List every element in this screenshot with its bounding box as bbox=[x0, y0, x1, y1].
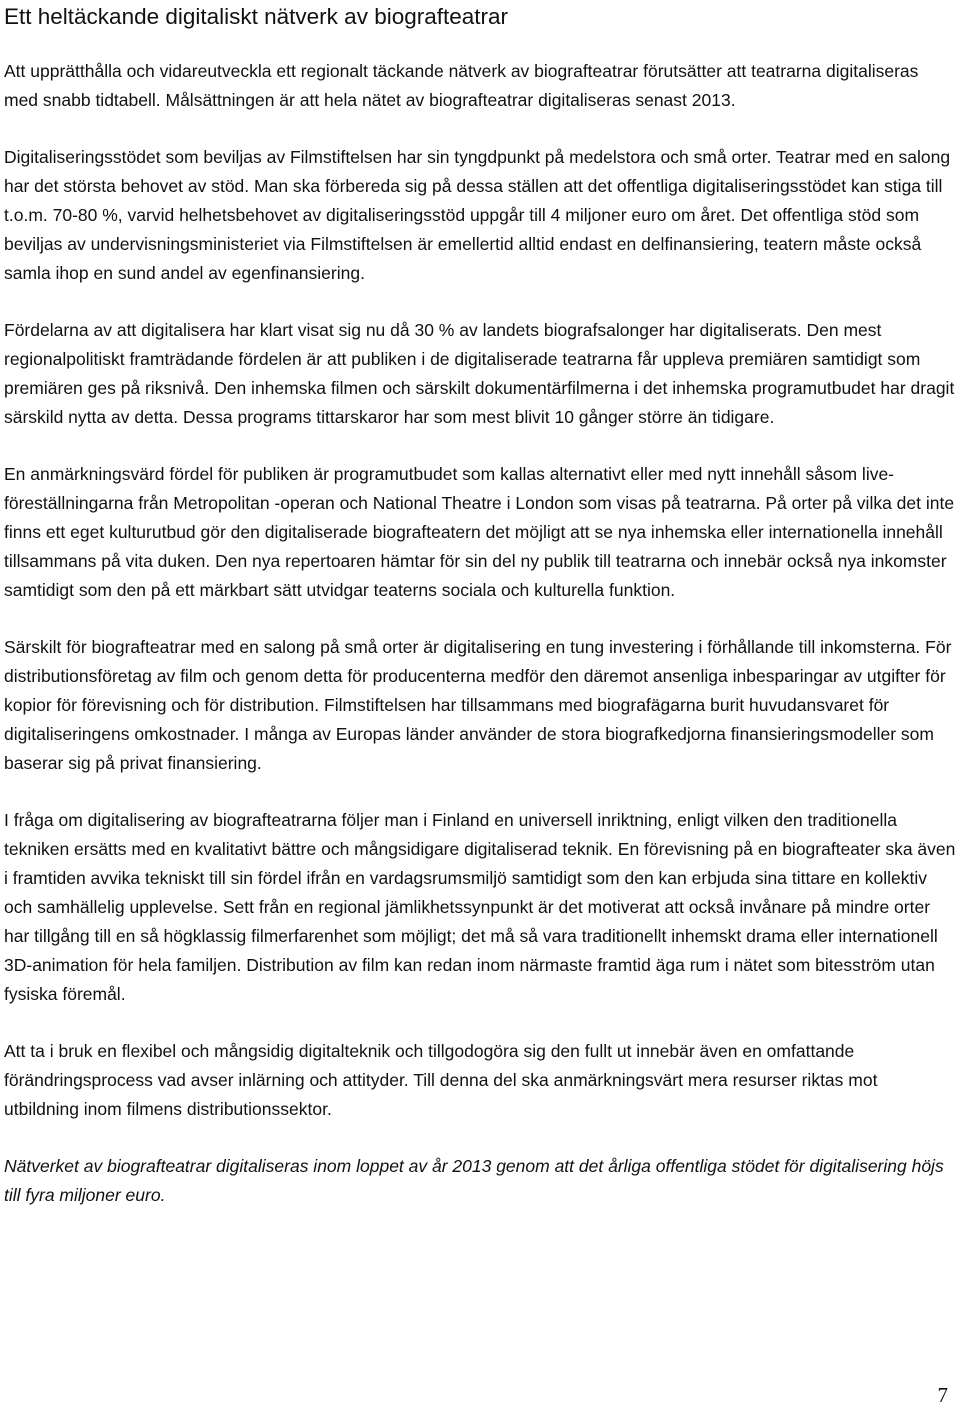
paragraph-5: Särskilt för biografteatrar med en salong på små orter är digitalisering en tung investering i förhållande till inkomsterna. För distributionsföretag av film och genom detta för producenterna medför den däremot ansenliga inbesparingar av utgifter för kopior för förevisning och för distribution. Filmstiftelsen har tillsammans med biografägarna burit huvudansvaret för digitaliseringens omkostnader. I många av Europas länder använder de stora biografkedjorna finansieringsmodeller som baserar sig på privat finansiering. bbox=[4, 637, 952, 773]
page-title: Ett heltäckande digitaliskt nätverk av biografteatrar bbox=[4, 4, 509, 29]
page-number: 7 bbox=[937, 1383, 948, 1407]
paragraph-3: Fördelarna av att digitalisera har klart visat sig nu då 30 % av landets biografsalonger har digitaliserats. Den mest regionalpolitiskt framträdande fördelen är att publiken i de digitaliserade teatrarna får uppleva premiären samtidigt som premiären ges på riksnivå. Den inhemska filmen och särskilt dokumentärfilmerna i det inhemska programutbudet har dragit särskild nytta av detta. Dessa programs tittarskaror har som mest blivit 10 gånger större än tidigare. bbox=[4, 320, 955, 427]
paragraph-1: Att upprätthålla och vidareutveckla ett regionalt täckande nätverk av biografteatrar förutsätter att teatrarna digitaliseras med snabb tidtabell. Målsättningen är att hela nätet av biografteatrar digitaliseras senast 2013. bbox=[4, 61, 919, 110]
paragraph-4: En anmärkningsvärd fördel för publiken är programutbudet som kallas alternativt eller med nytt innehåll såsom live-föreställningarna från Metropolitan -operan och National Theatre i London som visas på teatrarna. På orter på vilka det inte finns ett eget kulturutbud gör den digitaliserade biografteatern det möjligt att se nya inhemska eller internationella innehåll tillsammans på vita duken. Den nya repertoaren hämtar för sin del ny publik till teatrarna och innebär också nya inkomster samtidigt som den på ett märkbart sätt utvidgar teaterns sociala och kulturella funktion. bbox=[4, 464, 955, 600]
document-page bbox=[4, 0, 956, 1210]
paragraph-7: Att ta i bruk en flexibel och mångsidig digitalteknik och tillgodogöra sig den fullt ut innebär även en omfattande förändringsprocess vad avser inlärning och attityder. Till denna del ska anmärkningsvärt mera resurser riktas mot utbildning inom filmens distributionssektor. bbox=[4, 1041, 878, 1119]
paragraph-6: I fråga om digitalisering av biografteatrarna följer man i Finland en universell inriktning, enligt vilken den traditionella tekniken ersätts med en kvalitativt bättre och mångsidigare digitaliserad teknik. En förevisning på en biografteater ska även i framtiden avvika tekniskt till sin fördel ifrån en vardagsrumsmiljö samtidigt som den kan erbjuda sina tittare en kollektiv och samhällelig upplevelse. Sett från en regional jämlikhetssynpunkt är det motiverat att också invånare på mindre orter har tillgång till en så högklassig filmerfarenhet som möjligt; det må så vara traditionellt inhemskt drama eller internationell 3D-animation för hela familjen. Distribution av film kan redan inom närmaste framtid äga rum i nätet som bitesström utan fysiska föremål. bbox=[4, 810, 956, 1004]
closing-statement: Nätverket av biografteatrar digitaliseras inom loppet av år 2013 genom att det årliga offentliga stödet för digitalisering höjs till fyra miljoner euro. bbox=[4, 1156, 944, 1205]
paragraph-2: Digitaliseringsstödet som beviljas av Filmstiftelsen har sin tyngdpunkt på medelstora och små orter. Teatrar med en salong har det största behovet av stöd. Man ska förbereda sig på dessa ställen att det offentliga digitaliseringsstödet kan stiga till t.o.m. 70-80 %, varvid helhetsbehovet av digitaliseringsstöd uppgår till 4 miljoner euro om året. Det offentliga stöd som beviljas av undervisningsministeriet via Filmstiftelsen är emellertid alltid endast en delfinansiering, teatern måste också samla ihop en sund andel av egenfinansiering. bbox=[4, 147, 951, 283]
